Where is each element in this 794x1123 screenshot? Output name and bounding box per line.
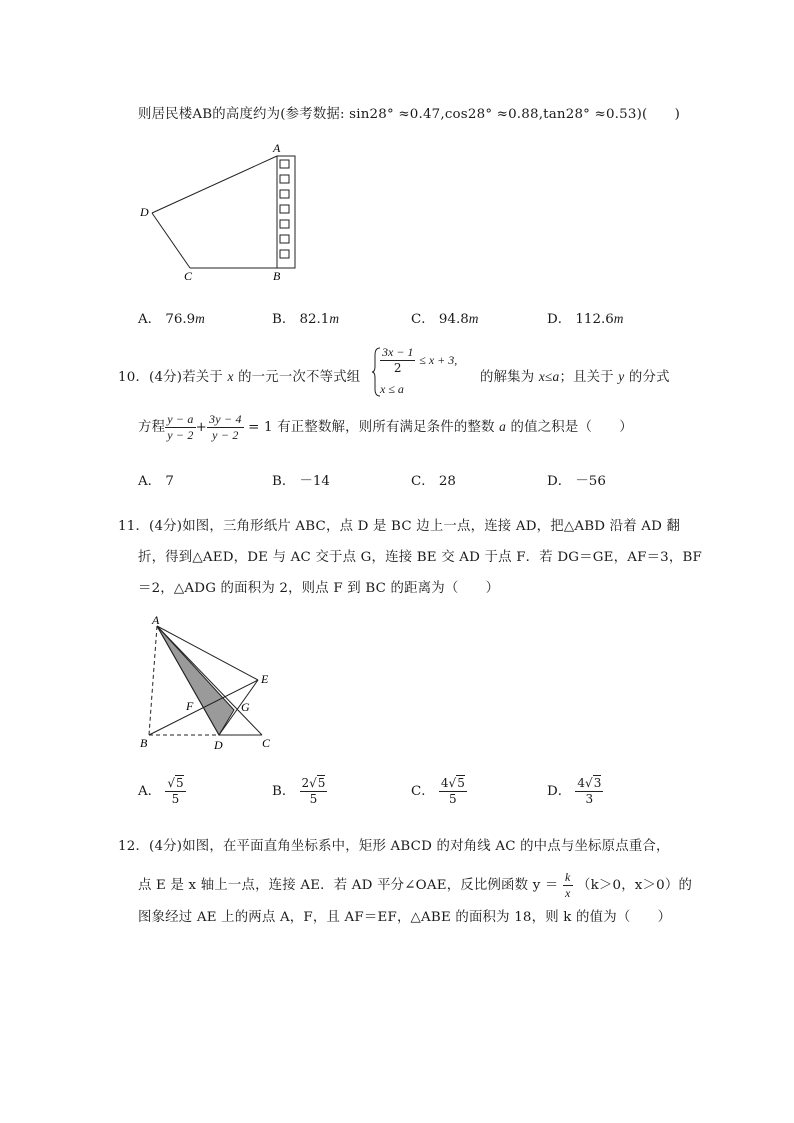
q9-figure bbox=[130, 138, 310, 288]
segment-cd bbox=[152, 213, 190, 268]
q12-stem-line1: 12．(4分)如图，在平面直角坐标系中，矩形 ABCD 的对角线 AC 的中点与坐标原点重合， bbox=[118, 839, 670, 854]
q10-stem-start: 10．(4分)若关于 x 的一元一次不等式组 bbox=[118, 369, 361, 385]
q10-option-d: D． －56 bbox=[547, 474, 606, 489]
label-b: B bbox=[140, 736, 148, 750]
q10-option-a: A． 7 bbox=[138, 474, 174, 489]
q11-stem-line3: ＝2，△ADG 的面积为 2，则点 F 到 BC 的距离为（ ） bbox=[138, 581, 500, 596]
q11-stem-line1: 11．(4分)如图，三角形纸片 ABC，点 D 是 BC 边上一点，连接 AD，把△ABD 沿着 AD 翻 bbox=[118, 519, 681, 534]
label-d: D bbox=[140, 205, 149, 219]
q9-option-c: C． 94.8m bbox=[411, 311, 479, 327]
label-e: E bbox=[261, 672, 269, 686]
segment-da bbox=[152, 156, 277, 213]
q11-option-c: C． $\frac{4√5}{5}$ bbox=[411, 776, 465, 806]
label-a: A bbox=[273, 141, 281, 155]
q11-option-a: A． $\frac{√5}{5}$ bbox=[138, 776, 184, 806]
segment-ab bbox=[149, 626, 157, 735]
q11-option-b: B． $\frac{2√5}{5}$ bbox=[272, 776, 326, 806]
label-c: C bbox=[262, 736, 271, 750]
building-windows bbox=[280, 160, 289, 258]
q10-option-c: C． 28 bbox=[411, 474, 456, 489]
q9-option-d: D． 112.6m bbox=[547, 311, 624, 327]
q10-option-b: B． －14 bbox=[272, 474, 330, 489]
shaded-region bbox=[157, 626, 234, 735]
label-c: C bbox=[184, 269, 193, 283]
label-a: A bbox=[152, 613, 160, 627]
q9-option-a: A． 76.9m bbox=[138, 311, 205, 327]
label-g: G bbox=[241, 700, 250, 714]
q11-figure bbox=[130, 612, 290, 757]
q10-system-row2: x ≤ a bbox=[380, 382, 404, 396]
q10-system-row1: $\frac{3x - 1}{2}$ ≤ x + 3, bbox=[382, 345, 458, 375]
q12-stem-line2: 点 E 是 x 轴上一点，连接 AE．若 AD 平分∠OAE，反比例函数 y ＝ $\frac{k}{x}$ （k＞0，x＞0）的 bbox=[138, 870, 693, 900]
label-f: F bbox=[186, 699, 194, 713]
q9-option-b: B． 82.1m bbox=[272, 311, 339, 327]
q11-stem-line2: 折，得到△AED，DE 与 AC 交于点 G，连接 BE 交 AD 于点 F．若 DG＝GE，AF＝3，BF bbox=[138, 550, 702, 565]
q11-option-d: D． $\frac{4√3}{3}$ bbox=[547, 776, 602, 806]
label-d: D bbox=[214, 738, 223, 752]
q9-stem-line: 则居民楼AB的高度约为(参考数据: sin28° ≈0.47,cos28° ≈0.88,tan28° ≈0.53)( ) bbox=[138, 107, 681, 122]
label-b: B bbox=[273, 269, 281, 283]
q12-stem-line3: 图象经过 AE 上的两点 A，F，且 AF＝EF，△ABE 的面积为 18，则 k 的值为（ ） bbox=[138, 910, 672, 925]
q10-stem-line2: 方程 $\frac{y - a}{y - 2}$ + $\frac{3y - 4}{y - 2}$ = 1 有正整数解，则所有满足条件的整数 a 的值之积是（ ） bbox=[138, 412, 633, 442]
q10-stem-end: 的解集为 x≤a；且关于 y 的分式 bbox=[480, 369, 670, 385]
